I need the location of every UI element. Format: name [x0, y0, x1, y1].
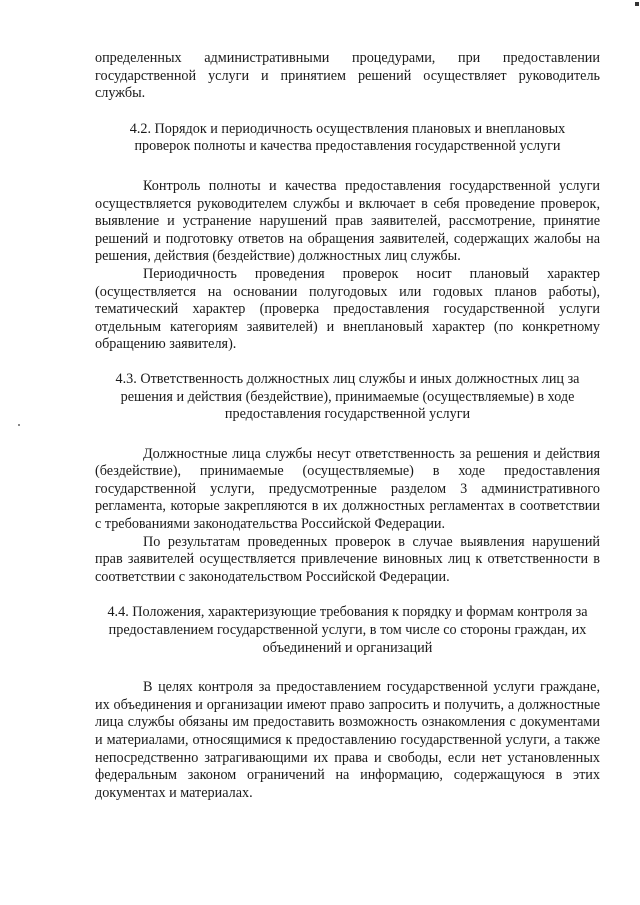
paragraph-continuation: определенных административными процедурами, при предоставлении государственной услуги и принятием решений осуществляет руководитель службы.: [95, 50, 600, 102]
section-heading-4-3: 4.3. Ответственность должностных лиц службы и иных должностных лиц за решения и действия (бездействие), принимаемые (осуществляемые) в ходе предоставления государственной услуги: [115, 370, 580, 423]
paragraph-periodicity: Периодичность проведения проверок носит плановый характер (осуществляется на основании полугодовых или годовых планов работы), тематический характер (проверка предоставления государственной услуги отдельным категориям заявителей) и внеплановый характер (по конкретному обращению заявителя).: [95, 265, 600, 353]
paragraph-control-completeness: Контроль полноты и качества предоставления государственной услуги осуществляется руководителем службы и включает в себя проведение проверок, выявление и устранение нарушений прав заявителей, рассмотрение, принятие решений и подготовку ответов на обращения заявителей, содержащих жалобы на решения, действия (бездействие) должностных лиц службы.: [95, 177, 600, 265]
paragraph-inspection-results: По результатам проведенных проверок в случае выявления нарушений прав заявителей осуществляется привлечение виновных лиц к ответственности в соответствии с законодательством Российской Федерации.: [95, 533, 600, 585]
scan-mark: [635, 2, 639, 6]
section-heading-4-4: 4.4. Положения, характеризующие требования к порядку и формам контроля за предоставлением государственной услуги, в том числе со стороны граждан, их объединений и организаций: [107, 604, 588, 656]
section-heading-4-2: 4.2. Порядок и периодичность осуществления плановых и внеплановых проверок полноты и качества предоставления государственной услуги: [129, 120, 566, 155]
paragraph-citizen-control: В целях контроля за предоставлением государственной услуги граждане, их объединения и организации имеют право запросить и получить, а должностные лица службы обязаны им предоставить возможность ознакомления с документами и материалами, относящимися к предоставлению государственной услуги, а также непосредственно затрагивающими их права и свободы, если нет установленных федеральным законом ограничений на информацию, содержащуюся в этих документах и материалах.: [95, 679, 600, 801]
document-body: [95, 50, 600, 802]
paragraph-responsibility: Должностные лица службы несут ответственность за решения и действия (бездействие), принимаемые (осуществляемые) в ходе предоставления государственной услуги, предусмотренные разделом 3 административного регламента, которые закрепляются в их должностных регламентах в соответствии с требованиями законодательства Российской Федерации.: [95, 445, 600, 533]
scan-dot: [18, 424, 20, 426]
